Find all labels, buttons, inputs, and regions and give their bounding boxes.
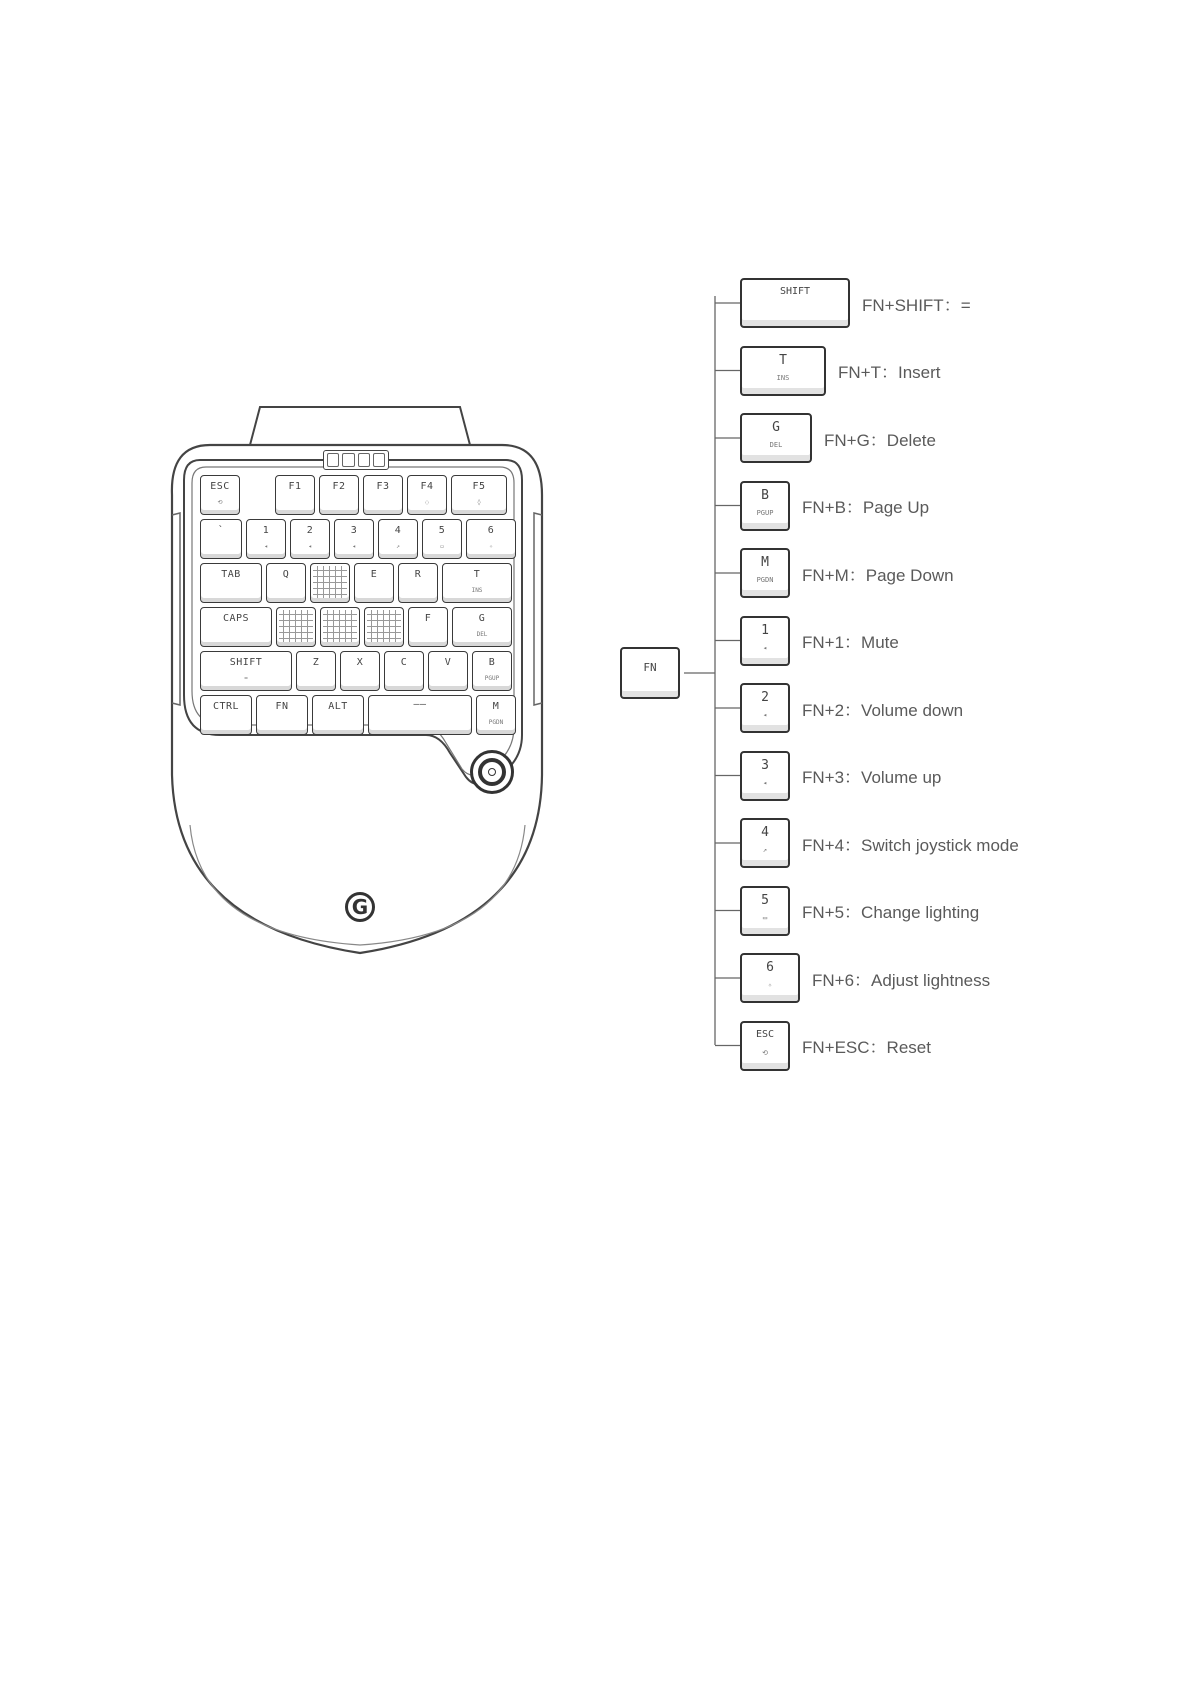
shortcut-description: FN+SHIFT：= xyxy=(862,295,971,315)
key-6[interactable]: 6 ✧ xyxy=(466,519,516,559)
key-r[interactable]: R xyxy=(398,563,438,603)
key-fn[interactable]: FN xyxy=(256,695,308,735)
key-shift[interactable]: SHIFT = xyxy=(200,651,292,691)
key-t[interactable]: T INS xyxy=(442,563,512,603)
shortcut-description: FN+3：Volume up xyxy=(802,768,942,787)
key-1[interactable]: 1 ◂ xyxy=(246,519,286,559)
legend-key: M PGDN xyxy=(740,548,790,598)
legend-item xyxy=(740,616,899,666)
key-f2[interactable]: F2 xyxy=(319,475,359,515)
shortcut-description: FN+G：Delete xyxy=(824,430,936,450)
key-f3[interactable]: F3 xyxy=(363,475,403,515)
shortcut-description: FN+5：Change lighting xyxy=(802,903,980,922)
legend-key: 6 ✧ xyxy=(740,953,800,1003)
key-spacebar[interactable]: ` xyxy=(200,519,242,559)
legend-item xyxy=(740,413,936,463)
legend-item xyxy=(740,548,954,598)
key-2[interactable]: 2 ◂ xyxy=(290,519,330,559)
legend-item xyxy=(740,346,941,396)
legend-key: 3 ◂ xyxy=(740,751,790,801)
legend-item xyxy=(740,818,1019,868)
legend-key: SHIFT xyxy=(740,278,850,328)
key-f4[interactable]: F4 ◌ xyxy=(407,475,447,515)
key-4[interactable]: 4 ↗ xyxy=(378,519,418,559)
shortcut-description: FN+1：Mute xyxy=(802,633,899,652)
legend-item xyxy=(740,953,990,1003)
key-c[interactable]: C xyxy=(384,651,424,691)
shortcut-description: FN+M：Page Down xyxy=(802,565,954,585)
shortcut-description: FN+B：Page Up xyxy=(802,498,930,517)
shortcut-description: FN+6：Adjust lightness xyxy=(812,970,991,990)
legend-key: 4 ↗ xyxy=(740,818,790,868)
key-f1[interactable]: F1 xyxy=(275,475,315,515)
key-m[interactable]: M PGDN xyxy=(476,695,516,735)
key-3[interactable]: 3 ◂ xyxy=(334,519,374,559)
shortcut-description: FN+2：Volume down xyxy=(802,700,964,720)
legend-key: T INS xyxy=(740,346,826,396)
key-ctrl[interactable]: CTRL xyxy=(200,695,252,735)
legend-item xyxy=(740,751,941,801)
key-v[interactable]: V xyxy=(428,651,468,691)
legend-key: ESC ⟲ xyxy=(740,1021,790,1071)
key-e[interactable]: E xyxy=(354,563,394,603)
key-f5[interactable]: F5 ◊ xyxy=(451,475,507,515)
legend-item xyxy=(740,481,929,531)
legend-item xyxy=(740,1021,931,1071)
shortcut-description: FN+T：Insert xyxy=(838,363,941,382)
key-f[interactable]: F xyxy=(408,607,448,647)
legend-item xyxy=(740,886,979,936)
key-5[interactable]: 5 ▭ xyxy=(422,519,462,559)
legend-key: G DEL xyxy=(740,413,812,463)
legend-key: 2 ◂ xyxy=(740,683,790,733)
key-g[interactable]: G DEL xyxy=(452,607,512,647)
legend-item xyxy=(740,278,971,328)
key-z[interactable]: Z xyxy=(296,651,336,691)
key-q[interactable]: Q xyxy=(266,563,306,603)
key-esc[interactable]: ESC ⟲ xyxy=(200,475,240,515)
key-b[interactable]: B PGUP xyxy=(472,651,512,691)
legend-key: 1 ◂ xyxy=(740,616,790,666)
legend-key: 5 ▭ xyxy=(740,886,790,936)
legend-item xyxy=(740,683,963,733)
key-alt[interactable]: ALT xyxy=(312,695,364,735)
shortcut-description: FN+ESC：Reset xyxy=(802,1038,931,1057)
key-tab[interactable]: TAB xyxy=(200,563,262,603)
legend-key: B PGUP xyxy=(740,481,790,531)
brand-logo: G xyxy=(345,892,375,922)
key-caps[interactable]: CAPS xyxy=(200,607,272,647)
fn-key: FN xyxy=(620,647,680,699)
shortcut-description: FN+4：Switch joystick mode xyxy=(802,835,1019,855)
key-x[interactable]: X xyxy=(340,651,380,691)
key-spacebar[interactable]: —— xyxy=(368,695,472,735)
